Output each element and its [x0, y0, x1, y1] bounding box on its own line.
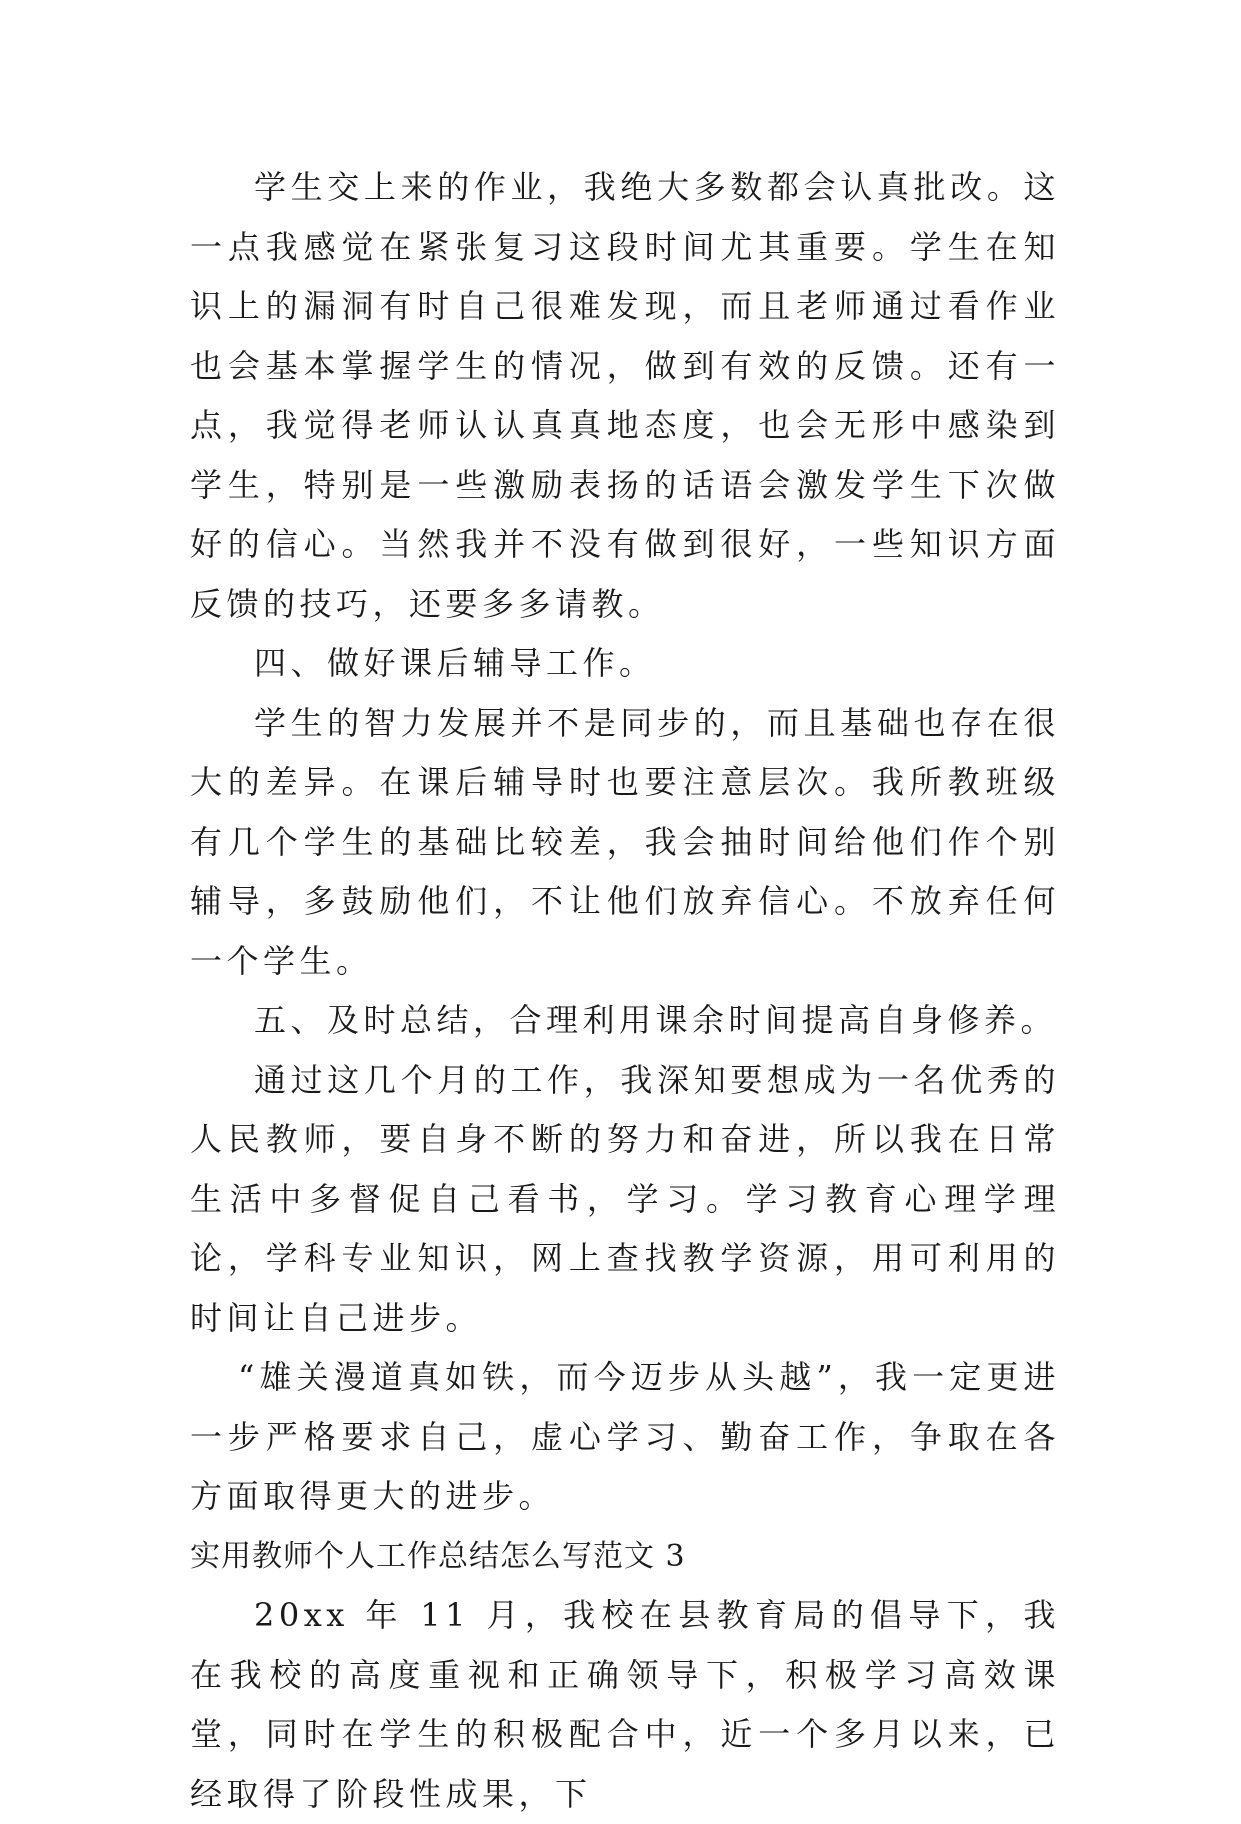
- article-title: 实用教师个人工作总结怎么写范文 3: [190, 1538, 686, 1574]
- paragraph-efficient-classroom: 20xx 年 11 月，我校在县教育局的倡导下，我在我校的高度重视和正确领导下，积极学习高效课堂，同时在学生的积极配合中，近一个多月以来，已经取得了阶段性成果，下: [190, 1596, 1060, 1813]
- section-heading-after-class-tutoring: 四、做好课后辅导工作。: [254, 644, 656, 682]
- document-body: [190, 158, 1060, 1824]
- paragraph-student-differences: 学生的智力发展并不是同步的，而且基础也存在很大的差异。在课后辅导时也要注意层次。我所教班级有几个学生的基础比较差，我会抽时间给他们作个别辅导，多鼓励他们，不让他们放弃信心。不放弃任何一个学生。: [190, 703, 1060, 980]
- paragraph-self-study: 通过这几个月的工作，我深知要想成为一名优秀的人民教师，要自身不断的努力和奋进，所以我在日常生活中多督促自己看书，学习。学习教育心理学理论，学科专业知识，网上查找教学资源，用可利用的时间让自己进步。: [190, 1060, 1060, 1337]
- paragraph-homework-grading: 学生交上来的作业，我绝大多数都会认真批改。这一点我感觉在紧张复习这段时间尤其重要。学生在知识上的漏洞有时自己很难发现，而且老师通过看作业也会基本掌握学生的情况，做到有效的反馈。还有一点，我觉得老师认认真真地态度，也会无形中感染到学生，特别是一些激励表扬的话语会激发学生下次做好的信心。当然我并不没有做到很好，一些知识方面反馈的技巧，还要多多请教。: [190, 168, 1060, 623]
- section-heading-self-improvement: 五、及时总结，合理利用课余时间提高自身修养。: [254, 1001, 1058, 1039]
- paragraph-quote-resolution: “雄关漫道真如铁，而今迈步从头越”，我一定更进一步严格要求自己，虚心学习、勤奋工作，争取在各方面取得更大的进步。: [190, 1358, 1060, 1515]
